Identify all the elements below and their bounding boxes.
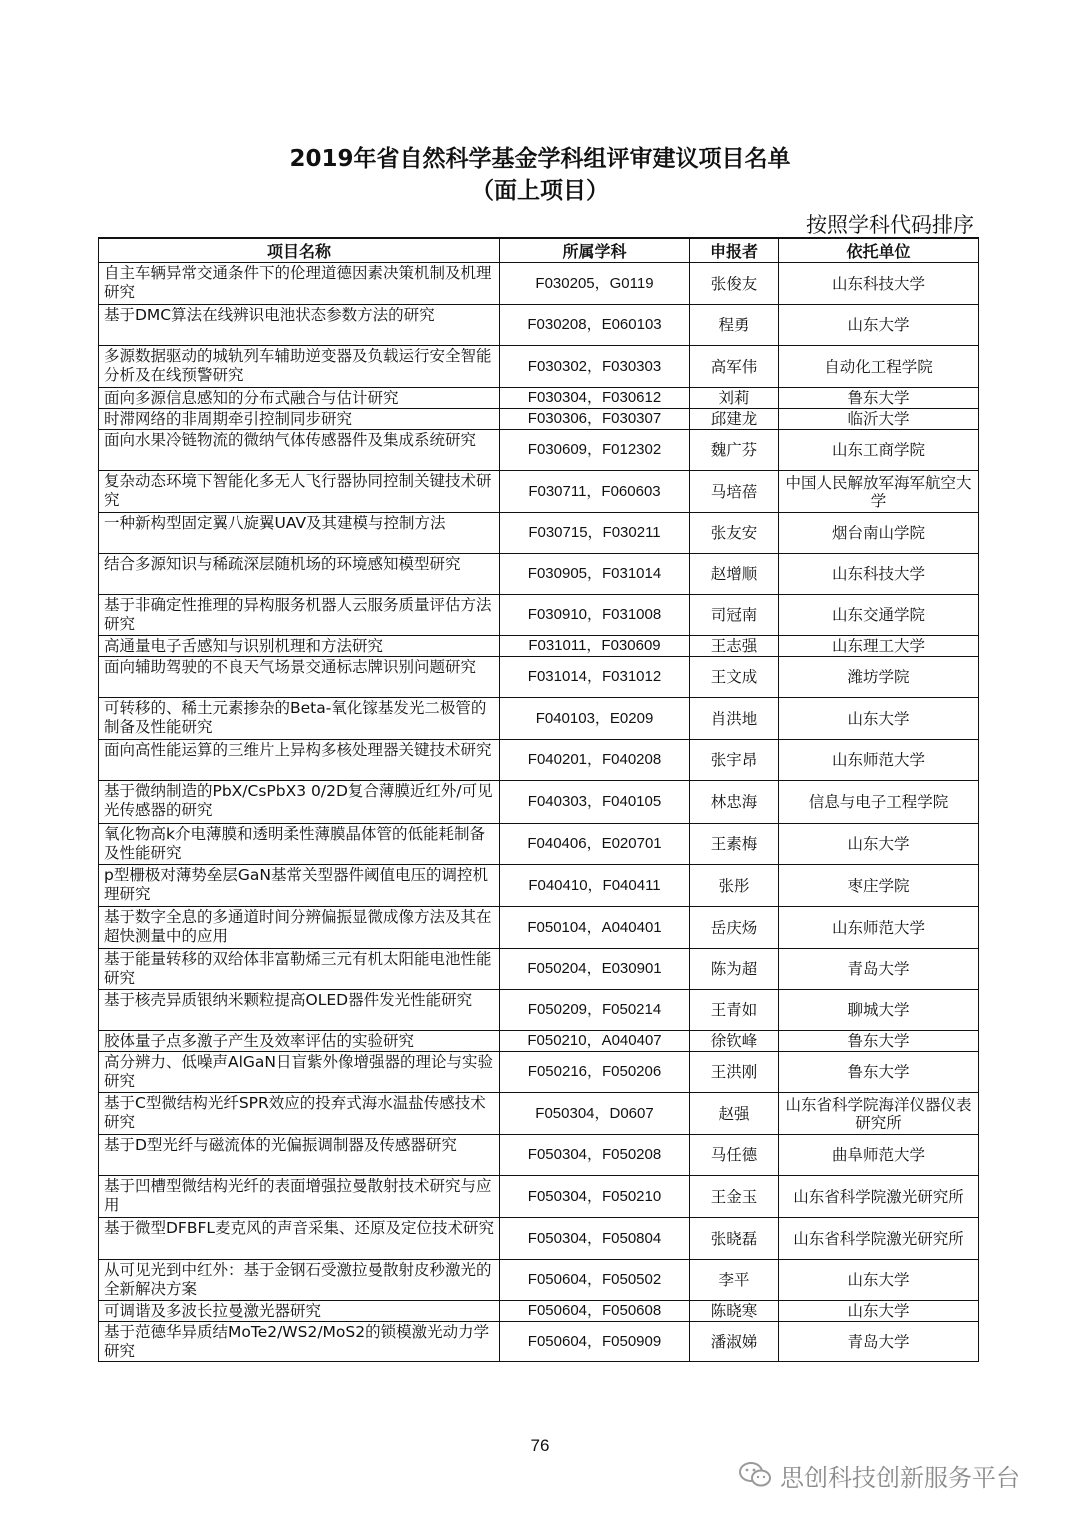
- discipline-code-cell: [500, 430, 690, 471]
- project-name-cell: [99, 1031, 500, 1052]
- project-name-cell: [99, 409, 500, 430]
- applicant-cell-text: 张宇昂: [710, 751, 758, 769]
- table-row: [99, 865, 979, 907]
- institution-cell-text: 山东理工大学: [831, 637, 925, 655]
- applicant-cell: [690, 740, 779, 781]
- discipline-code-cell: [500, 657, 690, 698]
- discipline-code-cell-text: F050604，F050502: [527, 1271, 662, 1288]
- institution-cell-text: 青岛大学: [847, 1332, 910, 1351]
- project-name-cell-text: 基于范德华异质结MoTe2/WS2/MoS2的锁模激光动力学研究: [104, 1323, 490, 1360]
- discipline-code-cell-text: F030302，F030303: [527, 357, 662, 375]
- project-name-cell: [99, 263, 500, 305]
- institution-cell: [779, 698, 979, 740]
- institution-cell: [779, 1031, 979, 1052]
- applicant-cell: [690, 657, 779, 698]
- project-name-cell-text: 时滞网络的非周期牵引控制同步研究: [104, 410, 353, 428]
- institution-cell: [779, 781, 979, 824]
- applicant-cell-text: 李平: [718, 1271, 750, 1289]
- project-name-cell-text: 面向水果冷链物流的微纳气体传感器件及集成系统研究: [104, 431, 477, 449]
- project-name-cell: [99, 554, 500, 595]
- institution-cell-text: 中国人民解放军海军航空大学: [785, 473, 972, 510]
- applicant-cell-text: 程勇: [718, 316, 750, 334]
- project-name-cell: [99, 305, 500, 346]
- table-row: [99, 263, 979, 305]
- project-name-cell-text: 基于核壳异质银纳米颗粒提高OLED器件发光性能研究: [104, 991, 473, 1009]
- discipline-code-cell-text: F030711，F060603: [528, 482, 661, 500]
- discipline-code-cell: [500, 1176, 690, 1218]
- institution-cell-text: 鲁东大学: [847, 1032, 910, 1050]
- applicant-cell-text: 赵强: [718, 1104, 750, 1123]
- institution-cell-text: 山东工商学院: [831, 441, 925, 459]
- discipline-code-cell-text: F050104，A040401: [527, 918, 662, 936]
- discipline-code-cell: [500, 949, 690, 990]
- table-row: [99, 990, 979, 1031]
- project-name-cell-text: 高分辨力、低噪声AlGaN日盲紫外像增强器的理论与实验研究: [104, 1053, 494, 1090]
- table-row: [99, 430, 979, 471]
- table-row: [99, 698, 979, 740]
- project-name-cell-text: 基于凹槽型微结构光纤的表面增强拉曼散射技术研究与应用: [104, 1177, 492, 1214]
- discipline-code-cell: [500, 471, 690, 513]
- applicant-cell: [690, 949, 779, 990]
- discipline-code-cell-text: F050304，D0607: [535, 1104, 654, 1122]
- discipline-code-cell: [500, 1301, 690, 1322]
- institution-cell: [779, 1322, 979, 1362]
- table-row: [99, 1218, 979, 1260]
- institution-cell: [779, 907, 979, 949]
- applicant-cell-text: 王志强: [710, 637, 758, 655]
- table-row: [99, 346, 979, 388]
- applicant-cell-text: 潘淑娣: [710, 1332, 758, 1351]
- applicant-cell: [690, 513, 779, 554]
- project-name-cell: [99, 513, 500, 554]
- table-row: [99, 554, 979, 595]
- table-body: [99, 263, 979, 1362]
- discipline-code-cell-text: F030715，F030211: [528, 524, 661, 541]
- applicant-cell-text: 张晓磊: [710, 1229, 758, 1248]
- applicant-cell-text: 陈晓寒: [710, 1302, 758, 1320]
- institution-cell: [779, 657, 979, 698]
- institution-cell: [779, 471, 979, 513]
- discipline-code-cell: [500, 388, 690, 409]
- institution-cell-text: 山东交通学院: [831, 606, 925, 624]
- institution-cell-text: 鲁东大学: [847, 1063, 910, 1081]
- institution-cell: [779, 409, 979, 430]
- table-row: [99, 1052, 979, 1093]
- applicant-cell-text: 王洪刚: [710, 1063, 758, 1081]
- project-name-cell: [99, 1176, 500, 1218]
- project-name-cell: [99, 1218, 500, 1260]
- applicant-cell: [690, 698, 779, 740]
- institution-cell-text: 曲阜师范大学: [831, 1146, 925, 1164]
- institution-cell: [779, 1301, 979, 1322]
- project-name-cell: [99, 430, 500, 471]
- applicant-cell: [690, 1322, 779, 1362]
- discipline-code-cell: [500, 1322, 690, 1362]
- page-number: 76: [530, 1436, 550, 1455]
- institution-cell-text: 鲁东大学: [847, 389, 910, 407]
- table-row: [99, 1093, 979, 1135]
- project-name-cell: [99, 907, 500, 949]
- project-name-cell-text: 基于数字全息的多通道时间分辨偏振显微成像方法及其在超快测量中的应用: [104, 908, 492, 945]
- institution-cell-text: 青岛大学: [847, 960, 910, 978]
- project-name-cell: [99, 595, 500, 636]
- watermark: [738, 1457, 1058, 1493]
- applicant-cell-text: 魏广芬: [710, 441, 758, 459]
- project-name-cell-text: 基于非确定性推理的异构服务机器人云服务质量评估方法研究: [104, 596, 492, 633]
- discipline-code-cell-text: F050204，E030901: [527, 960, 662, 977]
- institution-cell: [779, 1218, 979, 1260]
- project-name-cell: [99, 346, 500, 388]
- project-name-cell: [99, 949, 500, 990]
- institution-cell-text: 山东师范大学: [831, 918, 925, 937]
- applicant-cell-text: 徐钦峰: [710, 1032, 758, 1050]
- institution-cell: [779, 865, 979, 907]
- applicant-cell: [690, 781, 779, 824]
- discipline-code-cell-text: F050604，F050608: [527, 1302, 662, 1319]
- table-row: [99, 1135, 979, 1176]
- applicant-cell: [690, 1135, 779, 1176]
- project-name-cell: [99, 1322, 500, 1362]
- project-name-cell-text: 高通量电子舌感知与识别机理和方法研究: [104, 637, 384, 655]
- column-header-discipline: 所属学科: [500, 238, 690, 263]
- table-row: [99, 513, 979, 554]
- institution-cell-text: 山东大学: [847, 1271, 910, 1289]
- table-row: [99, 471, 979, 513]
- project-name-cell-text: 从可见光到中红外：基于金钢石受激拉曼散射皮秒激光的全新解决方案: [104, 1261, 492, 1298]
- discipline-code-cell: [500, 554, 690, 595]
- discipline-code-cell: [500, 990, 690, 1031]
- project-name-cell-text: 氧化物高k介电薄膜和透明柔性薄膜晶体管的低能耗制备及性能研究: [104, 825, 485, 862]
- applicant-cell-text: 肖洪地: [710, 709, 758, 728]
- applicant-cell-text: 王素梅: [710, 835, 758, 853]
- institution-cell-text: 山东省科学院激光研究所: [793, 1187, 964, 1206]
- institution-cell: [779, 554, 979, 595]
- institution-cell-text: 山东大学: [847, 316, 910, 334]
- discipline-code-cell: [500, 263, 690, 305]
- table-row: [99, 907, 979, 949]
- project-name-cell-text: 多源数据驱动的城轨列车辅助逆变器及负载运行安全智能分析及在线预警研究: [104, 347, 492, 384]
- project-name-cell: [99, 740, 500, 781]
- sort-note: 按照学科代码排序: [806, 213, 974, 237]
- discipline-code-cell-text: F031011，F030609: [528, 637, 661, 654]
- project-name-cell-text: 结合多源知识与稀疏深层随机场的环境感知模型研究: [104, 555, 461, 573]
- discipline-code-cell: [500, 409, 690, 430]
- institution-cell: [779, 1260, 979, 1301]
- discipline-code-cell-text: F030905，F031014: [527, 565, 662, 582]
- table-row: [99, 595, 979, 636]
- discipline-code-cell-text: F050604，F050909: [527, 1332, 662, 1350]
- applicant-cell: [690, 1218, 779, 1260]
- institution-cell-text: 枣庄学院: [847, 876, 910, 895]
- project-name-cell-text: 面向高性能运算的三维片上异构多核处理器关键技术研究: [104, 741, 492, 759]
- discipline-code-cell: [500, 907, 690, 949]
- project-name-cell: [99, 990, 500, 1031]
- applicant-cell: [690, 1301, 779, 1322]
- institution-cell: [779, 430, 979, 471]
- applicant-cell: [690, 1093, 779, 1135]
- table-row: [99, 409, 979, 430]
- institution-cell: [779, 346, 979, 388]
- project-name-cell: [99, 388, 500, 409]
- discipline-code-cell-text: F030609，F012302: [527, 441, 662, 458]
- institution-cell: [779, 513, 979, 554]
- discipline-code-cell: [500, 1031, 690, 1052]
- watermark-text: 思创科技创新服务平台: [780, 1463, 1020, 1492]
- document-title: 2019年省自然科学基金学科组评审建议项目名单: [289, 146, 791, 172]
- applicant-cell-text: 赵增顺: [710, 565, 758, 583]
- discipline-code-cell: [500, 1135, 690, 1176]
- discipline-code-cell: [500, 636, 690, 657]
- applicant-cell-text: 刘莉: [718, 389, 750, 407]
- table-row: [99, 305, 979, 346]
- institution-cell-text: 烟台南山学院: [831, 524, 925, 542]
- project-name-cell-text: 基于微型DFBFL麦克风的声音采集、还原及定位技术研究: [104, 1219, 495, 1237]
- table-row: [99, 1176, 979, 1218]
- table-row: [99, 636, 979, 657]
- project-name-cell-text: 一种新构型固定翼八旋翼UAV及其建模与控制方法: [104, 514, 446, 532]
- discipline-code-cell: [500, 698, 690, 740]
- table-row: [99, 949, 979, 990]
- applicant-cell-text: 马任德: [710, 1146, 758, 1164]
- applicant-cell-text: 马培蓓: [710, 482, 758, 501]
- applicant-cell: [690, 263, 779, 305]
- applicant-cell: [690, 907, 779, 949]
- applicant-cell-text: 岳庆炀: [710, 918, 758, 937]
- discipline-code-cell-text: F030910，F031008: [527, 606, 662, 623]
- project-name-cell: [99, 824, 500, 865]
- project-name-cell-text: 复杂动态环境下智能化多无人飞行器协同控制关键技术研究: [104, 472, 492, 509]
- discipline-code-cell-text: F030304，F030612: [527, 389, 662, 406]
- table-row: [99, 1322, 979, 1362]
- discipline-code-cell: [500, 1218, 690, 1260]
- applicant-cell: [690, 430, 779, 471]
- institution-cell: [779, 824, 979, 865]
- institution-cell-text: 自动化工程学院: [824, 357, 933, 376]
- discipline-code-cell: [500, 346, 690, 388]
- wechat-icon: [738, 1461, 772, 1489]
- institution-cell-text: 山东科技大学: [831, 565, 925, 583]
- project-name-cell-text: 面向辅助驾驶的不良天气场景交通标志牌识别问题研究: [104, 658, 477, 676]
- discipline-code-cell-text: F050304，F050210: [527, 1187, 662, 1205]
- institution-cell: [779, 740, 979, 781]
- applicant-cell: [690, 1052, 779, 1093]
- applicant-cell-text: 王文成: [710, 668, 758, 686]
- discipline-code-cell: [500, 865, 690, 907]
- institution-cell: [779, 595, 979, 636]
- discipline-code-cell-text: F050210，A040407: [527, 1032, 662, 1049]
- applicant-cell: [690, 990, 779, 1031]
- discipline-code-cell-text: F040303，F040105: [527, 793, 662, 810]
- discipline-code-cell: [500, 513, 690, 554]
- discipline-code-cell: [500, 740, 690, 781]
- discipline-code-cell: [500, 595, 690, 636]
- institution-cell-text: 山东省科学院激光研究所: [793, 1229, 964, 1248]
- project-name-cell: [99, 698, 500, 740]
- project-name-cell-text: 胶体量子点多激子产生及效率评估的实验研究: [104, 1032, 415, 1050]
- project-name-cell-text: 面向多源信息感知的分布式融合与估计研究: [104, 389, 399, 407]
- applicant-cell-text: 张彤: [718, 876, 750, 895]
- discipline-code-cell-text: F040103，E0209: [535, 709, 654, 727]
- table-row: [99, 824, 979, 865]
- applicant-cell: [690, 865, 779, 907]
- institution-cell: [779, 388, 979, 409]
- institution-cell: [779, 305, 979, 346]
- project-name-cell: [99, 657, 500, 698]
- institution-cell-text: 信息与电子工程学院: [808, 793, 949, 811]
- applicant-cell: [690, 388, 779, 409]
- discipline-code-cell: [500, 781, 690, 824]
- discipline-code-cell-text: F050216，F050206: [527, 1063, 662, 1080]
- applicant-cell: [690, 1031, 779, 1052]
- institution-cell: [779, 263, 979, 305]
- discipline-code-cell: [500, 1260, 690, 1301]
- applicant-cell: [690, 471, 779, 513]
- discipline-code-cell-text: F040406，E020701: [527, 835, 662, 852]
- project-name-cell: [99, 781, 500, 824]
- discipline-code-cell-text: F050304，F050208: [527, 1146, 662, 1163]
- project-name-cell-text: 可调谐及多波长拉曼激光器研究: [104, 1302, 322, 1320]
- discipline-code-cell-text: F040201，F040208: [527, 751, 662, 768]
- applicant-cell: [690, 636, 779, 657]
- institution-cell: [779, 990, 979, 1031]
- table-row: [99, 781, 979, 824]
- institution-cell-text: 山东大学: [847, 1302, 910, 1320]
- table-row: [99, 657, 979, 698]
- institution-cell-text: 潍坊学院: [847, 668, 910, 686]
- institution-cell-text: 山东大学: [847, 835, 910, 853]
- applicant-cell-text: 林忠海: [710, 793, 758, 811]
- project-name-cell: [99, 636, 500, 657]
- project-name-cell-text: 基于C型微结构光纤SPR效应的投弃式海水温盐传感技术研究: [104, 1094, 486, 1131]
- institution-cell-text: 山东省科学院海洋仪器仪表研究所: [785, 1095, 972, 1132]
- project-name-cell-text: 可转移的、稀土元素掺杂的Beta-氧化镓基发光二极管的制备及性能研究: [104, 699, 487, 736]
- table-row: [99, 1031, 979, 1052]
- project-name-cell-text: 基于微纳制造的PbX/CsPbX3 0/2D复合薄膜近红外/可见光传感器的研究: [104, 782, 493, 819]
- institution-cell: [779, 636, 979, 657]
- project-name-cell: [99, 471, 500, 513]
- applicant-cell-text: 陈为超: [710, 960, 758, 978]
- discipline-code-cell-text: F031014，F031012: [527, 668, 662, 685]
- institution-cell-text: 聊城大学: [847, 1001, 910, 1019]
- applicant-cell-text: 张俊友: [710, 274, 758, 293]
- applicant-cell: [690, 305, 779, 346]
- project-name-cell-text: 自主车辆异常交通条件下的伦理道德因素决策机制及机理研究: [104, 264, 492, 301]
- column-header-project-name: 项目名称: [99, 238, 500, 263]
- discipline-code-cell: [500, 1093, 690, 1135]
- column-header-institution: 依托单位: [779, 238, 979, 263]
- table-row: [99, 1301, 979, 1322]
- discipline-code-cell-text: F030306，F030307: [527, 410, 662, 427]
- applicant-cell: [690, 824, 779, 865]
- project-name-cell: [99, 1260, 500, 1301]
- table-row: [99, 1260, 979, 1301]
- applicant-cell-text: 高军伟: [710, 357, 758, 376]
- project-name-cell-text: 基于DMC算法在线辨识电池状态参数方法的研究: [104, 306, 435, 324]
- applicant-cell: [690, 554, 779, 595]
- institution-cell: [779, 949, 979, 990]
- project-name-cell-text: p型栅极对薄势垒层GaN基常关型器件阈值电压的调控机理研究: [104, 866, 488, 903]
- discipline-code-cell-text: F050209，F050214: [527, 1001, 662, 1018]
- institution-cell-text: 山东大学: [847, 709, 910, 728]
- project-table: [98, 237, 979, 1362]
- project-name-cell-text: 基于能量转移的双给体非富勒烯三元有机太阳能电池性能研究: [104, 950, 492, 987]
- table-row: [99, 740, 979, 781]
- discipline-code-cell: [500, 1052, 690, 1093]
- applicant-cell: [690, 595, 779, 636]
- document-subtitle: （面上项目）: [471, 178, 609, 204]
- institution-cell-text: 山东师范大学: [831, 751, 925, 769]
- project-name-cell-text: 基于D型光纤与磁流体的光偏振调制器及传感器研究: [104, 1136, 457, 1154]
- project-name-cell: [99, 1301, 500, 1322]
- project-name-cell: [99, 1135, 500, 1176]
- applicant-cell-text: 张友安: [710, 524, 758, 542]
- applicant-cell-text: 王金玉: [710, 1187, 758, 1206]
- discipline-code-cell-text: F030208，E060103: [527, 316, 662, 333]
- institution-cell: [779, 1093, 979, 1135]
- institution-cell: [779, 1135, 979, 1176]
- column-header-applicant: 申报者: [690, 238, 779, 263]
- discipline-code-cell: [500, 824, 690, 865]
- project-name-cell: [99, 1093, 500, 1135]
- institution-cell-text: 山东科技大学: [831, 274, 925, 293]
- institution-cell: [779, 1052, 979, 1093]
- institution-cell-text: 临沂大学: [847, 410, 910, 428]
- applicant-cell-text: 王青如: [710, 1001, 758, 1019]
- discipline-code-cell-text: F050304，F050804: [527, 1229, 662, 1247]
- table-header-row: [99, 238, 979, 263]
- applicant-cell: [690, 1176, 779, 1218]
- applicant-cell-text: 邱建龙: [710, 410, 758, 428]
- discipline-code-cell: [500, 305, 690, 346]
- applicant-cell: [690, 409, 779, 430]
- table-row: [99, 388, 979, 409]
- applicant-cell: [690, 1260, 779, 1301]
- discipline-code-cell-text: F040410，F040411: [528, 876, 661, 894]
- project-name-cell: [99, 865, 500, 907]
- institution-cell: [779, 1176, 979, 1218]
- project-name-cell: [99, 1052, 500, 1093]
- applicant-cell: [690, 346, 779, 388]
- discipline-code-cell-text: F030205，G0119: [535, 274, 654, 292]
- applicant-cell-text: 司冠南: [710, 606, 758, 624]
